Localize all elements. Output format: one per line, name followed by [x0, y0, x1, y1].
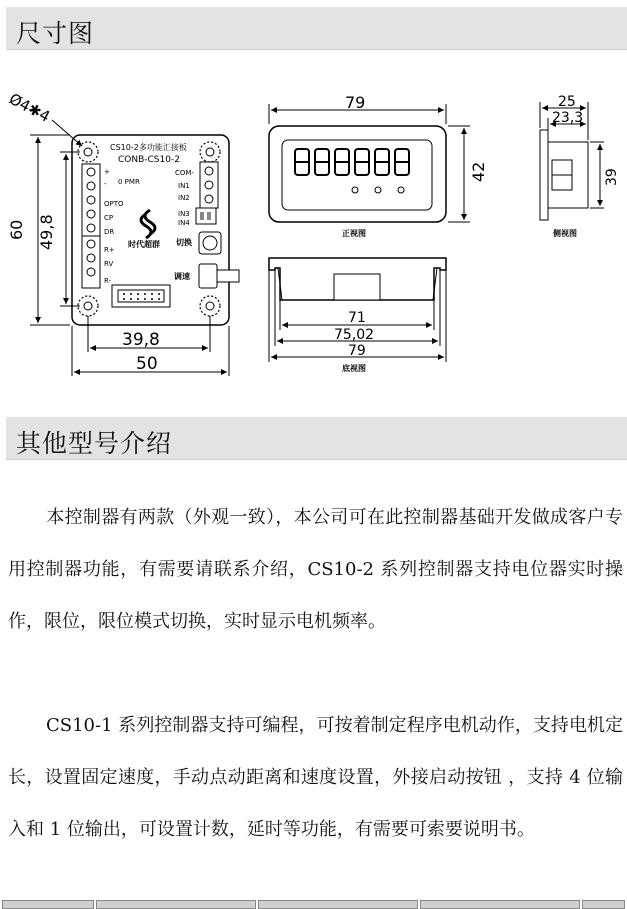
pin-label: COM- — [175, 169, 194, 177]
dim-label: 39 — [604, 168, 620, 186]
board-model: CONB-CS10-2 — [118, 155, 180, 165]
left-terminal-block — [82, 164, 100, 288]
dim-label: 42 — [469, 161, 488, 182]
board-title: CS10-2多功能汇接板 — [110, 143, 187, 152]
bottom-view — [269, 258, 446, 300]
pin-label: - — [104, 180, 107, 188]
dim-label: 49,8 — [37, 214, 56, 250]
dim-label: 25 — [558, 94, 576, 110]
dim-label: 39,8 — [122, 330, 160, 350]
pin-label: IN4 — [178, 219, 190, 227]
front-view — [269, 126, 446, 222]
paragraph: 本控制器有两款（外观一致），本公司可在此控制器基础开发做成客户专用控制器功能，有需要请联系介绍，CS10-2 系列控制器支持电位器实时操作，限位，限位模式切换，实时显示电机频率。 — [8, 507, 623, 632]
pin-label: + — [104, 168, 110, 176]
hole-callout: Ø4✱4 — [6, 89, 53, 126]
section-title: 尺寸图 — [16, 19, 95, 48]
section-header-dimensions — [6, 7, 627, 50]
potentiometer — [199, 264, 217, 288]
dim-label: 75,02 — [334, 327, 375, 343]
dim-label: 79 — [345, 93, 366, 112]
adjust-label: 调速 — [174, 272, 190, 281]
pin-label: R- — [104, 277, 112, 285]
pin-label: OPTO — [104, 200, 124, 208]
pin-label: R+ — [104, 246, 115, 254]
paragraph: CS10-1 系列控制器支持可编程，可按着制定程序电机动作，支持电机定长，设置固定速度，手动点动距离和速度设置，外接启动按钮 ，支持 4 位输入和 1 位输出，可设置计数，延时等功能，有需要可索要说明书。 — [8, 715, 623, 840]
section-title: 其他型号介绍 — [16, 429, 173, 458]
dim-label: 60 — [7, 219, 26, 240]
view-caption: 侧视图 — [553, 229, 577, 238]
board-drawing — [72, 135, 239, 325]
switch-label: 切换 — [176, 238, 192, 247]
dim-label: 79 — [348, 343, 366, 359]
pin-label: IN3 — [178, 210, 190, 218]
section-header-other-models — [6, 417, 627, 460]
pin-label: CP — [104, 214, 114, 222]
pin-label: RV — [104, 260, 114, 268]
dim-label: 71 — [348, 310, 366, 326]
view-caption: 底视图 — [342, 364, 366, 373]
right-terminal-block — [200, 162, 218, 208]
dimension-drawing — [0, 76, 627, 376]
pin-label: IN1 — [178, 182, 190, 190]
side-view — [540, 130, 588, 220]
dim-label: 50 — [136, 354, 158, 374]
pin-label: IN2 — [178, 194, 190, 202]
ribbon-connector — [112, 285, 170, 307]
switch-button — [199, 232, 221, 254]
table-edge-strip — [0, 900, 627, 909]
brand-name: 时代超群 — [128, 240, 160, 249]
pin-label: 0 PMR — [118, 178, 140, 186]
dip-switch — [196, 208, 216, 224]
pin-label: DR — [104, 228, 115, 236]
dim-label: 23,3 — [552, 110, 584, 126]
view-caption: 正视图 — [342, 229, 366, 238]
